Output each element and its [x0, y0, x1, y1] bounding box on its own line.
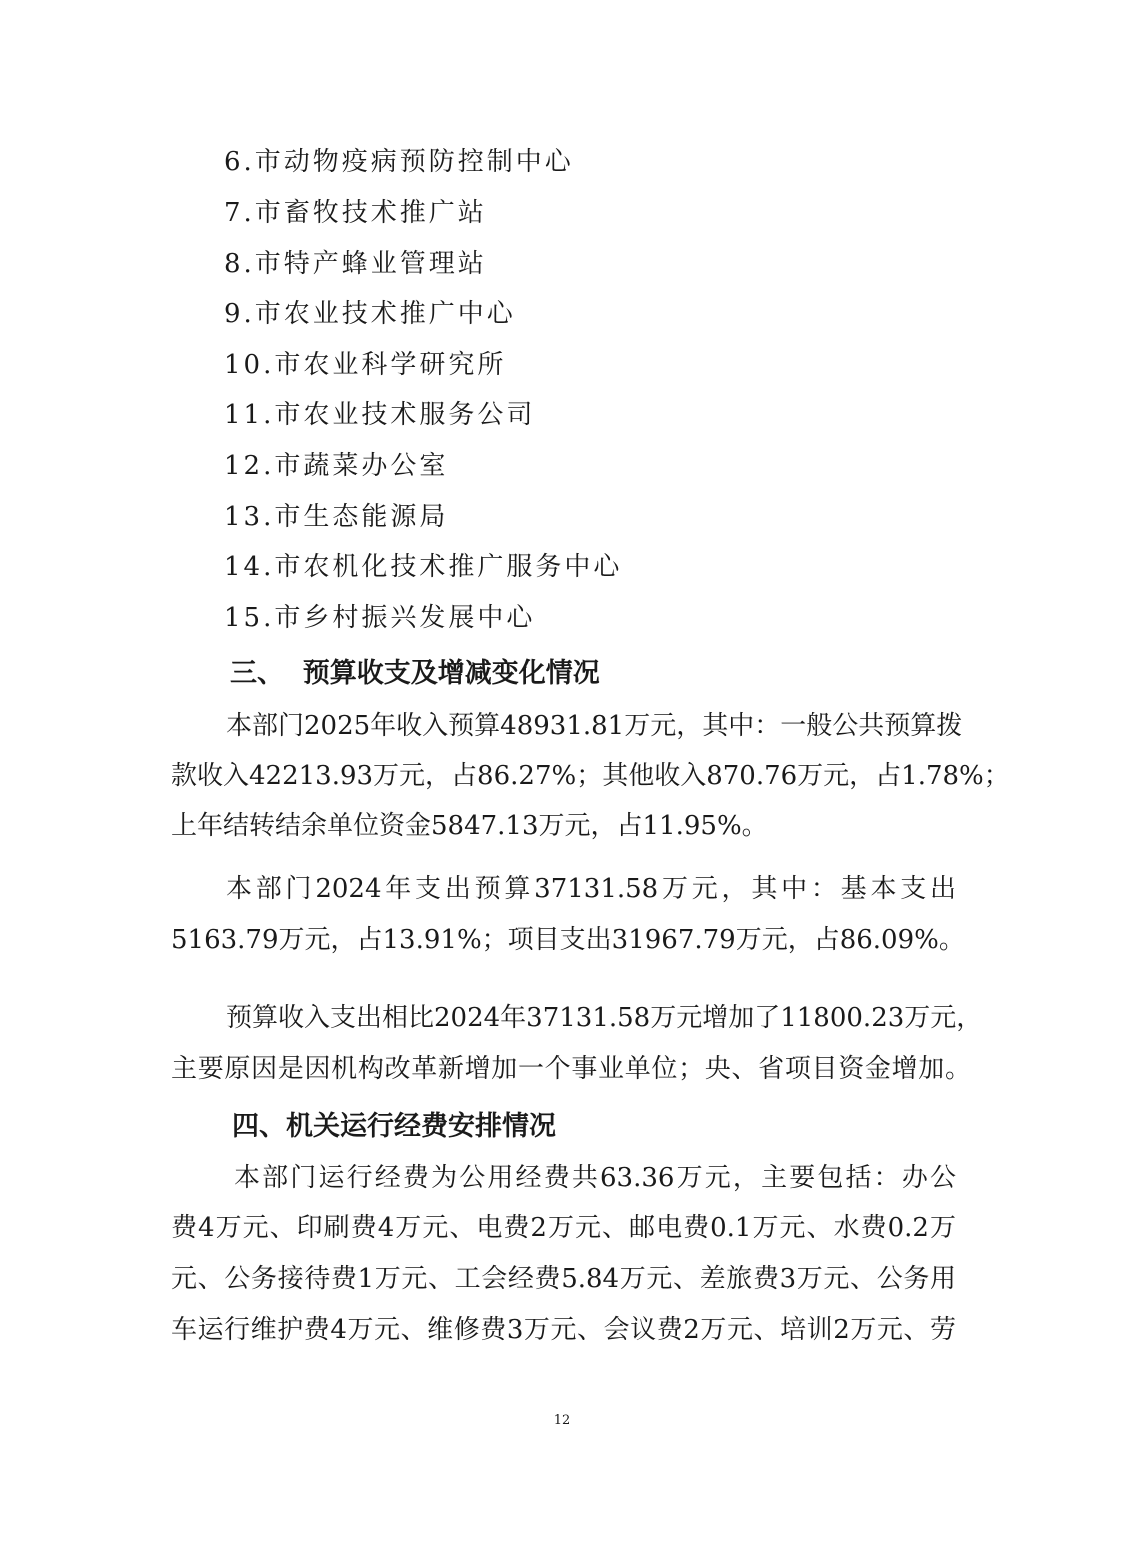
- paragraph-line: 预算收入支出相比2024年37131.58万元增加了11800.23万元，: [226, 1003, 983, 1033]
- list-item: 10.市农业科学研究所: [224, 350, 507, 380]
- paragraph-line: 主要原因是因机构改革新增加一个事业单位；央、省项目资金增加。: [171, 1054, 971, 1084]
- paragraph-line: 元、公务接待费1万元、工会经费5.84万元、差旅费3万元、公务用: [171, 1264, 956, 1294]
- list-item: 8.市特产蜂业管理站: [224, 249, 487, 279]
- list-item: 13.市生态能源局: [224, 502, 449, 532]
- list-item: 11.市农业技术服务公司: [224, 400, 536, 430]
- paragraph-line: 费4万元、印刷费4万元、电费2万元、邮电费0.1万元、水费0.2万: [171, 1213, 956, 1243]
- paragraph-line: 本部门2024年支出预算37131.58万元，其中：基本支出: [226, 874, 956, 904]
- page-number: 12: [553, 1413, 571, 1428]
- list-item: 6.市动物疫病预防控制中心: [224, 147, 574, 177]
- list-item: 14.市农机化技术推广服务中心: [224, 552, 623, 582]
- paragraph-line: 本部门运行经费为公用经费共63.36万元，主要包括：办公: [234, 1163, 956, 1193]
- list-item: 9.市农业技术推广中心: [224, 299, 516, 329]
- list-item: 12.市蔬菜办公室: [224, 451, 449, 481]
- paragraph-line: 车运行维护费4万元、维修费3万元、会议费2万元、培训2万元、劳: [171, 1315, 956, 1345]
- paragraph-line: 本部门2025年收入预算48931.81万元，其中：一般公共预算拨: [226, 711, 963, 741]
- paragraph-line: 上年结转结余单位资金5847.13万元，占11.95%。: [171, 811, 768, 841]
- paragraph-line: 5163.79万元，占13.91%；项目支出31967.79万元，占86.09%。: [171, 925, 965, 955]
- list-item: 7.市畜牧技术推广站: [224, 198, 487, 228]
- paragraph-line: 款收入42213.93万元，占86.27%；其他收入870.76万元，占1.78%；: [171, 761, 1010, 791]
- section-heading-4: 四、机关运行经费安排情况: [232, 1111, 556, 1142]
- list-item: 15.市乡村振兴发展中心: [224, 603, 536, 633]
- section-heading-3: 三、 预算收支及增减变化情况: [230, 658, 600, 689]
